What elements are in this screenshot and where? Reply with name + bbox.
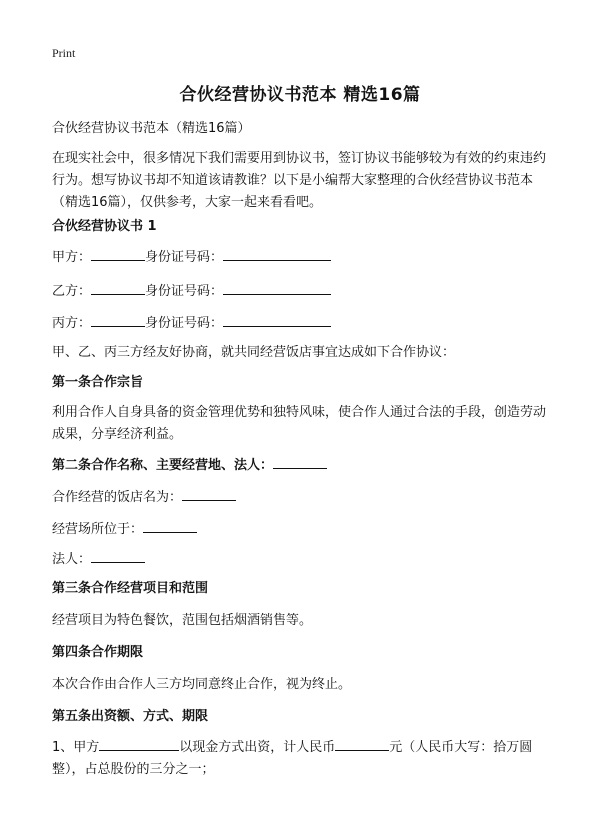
party-yi-name-blank (91, 280, 145, 295)
id-number-label: 身份证号码： (145, 316, 224, 331)
item-1-suffix: 元（人民币大写：拾万圆整），占总股份的三分之一； (52, 740, 533, 777)
article-1-heading: 第一条合作宗旨 (52, 375, 144, 390)
party-jia-line (52, 246, 552, 269)
item-1-middle: 以现金方式出资，计人民币 (179, 740, 336, 755)
article-5-heading: 第五条出资额、方式、期限 (52, 709, 209, 724)
article-1-body: 利用合作人自身具备的资金管理优势和独特风味，使合作人通过合法的手段，创造劳动成果，分享经济利益。 (52, 405, 547, 442)
party-yi-id-blank (223, 280, 331, 295)
article-5-item-1 (52, 736, 552, 781)
item-1-amount-blank (335, 736, 389, 751)
party-bing-name-blank (91, 312, 145, 327)
party-jia-label: 甲方： (52, 250, 92, 265)
party-bing-label: 丙方： (52, 316, 92, 331)
article-2-heading-text: 第二条合作名称、主要经营地、法人： (52, 458, 274, 473)
document-title: 合伙经营协议书范本 精选16篇 (179, 85, 421, 105)
party-bing-id-blank (223, 312, 331, 327)
item-1-prefix: 1、甲方 (52, 740, 100, 755)
location-label: 经营场所位于： (52, 522, 144, 537)
section-heading: 合伙经营协议书 1 (52, 219, 157, 234)
party-jia-name-blank (91, 246, 145, 261)
legal-person-blank (91, 548, 145, 563)
item-1-name-blank (99, 736, 179, 751)
party-jia-id-blank (223, 246, 331, 261)
article-2-blank (273, 454, 327, 469)
id-number-label: 身份证号码： (145, 284, 224, 299)
article-3-heading: 第三条合作经营项目和范围 (52, 581, 209, 596)
restaurant-name-blank (182, 486, 236, 501)
print-link[interactable]: Print (52, 46, 76, 60)
article-4-heading: 第四条合作期限 (52, 645, 144, 660)
restaurant-name-line (52, 486, 552, 509)
party-yi-label: 乙方： (52, 284, 92, 299)
legal-person-label: 法人： (52, 552, 92, 567)
article-2-heading (52, 454, 552, 477)
restaurant-name-label: 合作经营的饭店名为： (52, 490, 183, 505)
party-bing-line (52, 312, 552, 335)
legal-person-line (52, 548, 552, 571)
article-3-body: 经营项目为特色餐饮，范围包括烟酒销售等。 (52, 613, 313, 628)
party-yi-line (52, 280, 552, 303)
agreement-statement: 甲、乙、丙三方经友好协商，就共同经营饭店事宜达成如下合作协议： (52, 345, 456, 360)
location-line (52, 518, 552, 541)
location-blank (143, 518, 197, 533)
intro-paragraph: 在现实社会中，很多情况下我们需要用到协议书，签订协议书能够较为有效的约束违约行为。想写协议书却不知道该请教谁？以下是小编帮大家整理的合伙经营协议书范本（精选16篇），仅供参考，大家一起来看看吧。 (52, 151, 547, 210)
article-4-body: 本次合作由合作人三方均同意终止合作，视为终止。 (52, 677, 352, 692)
id-number-label: 身份证号码： (145, 250, 224, 265)
document-subtitle: 合伙经营协议书范本（精选16篇） (52, 121, 251, 136)
